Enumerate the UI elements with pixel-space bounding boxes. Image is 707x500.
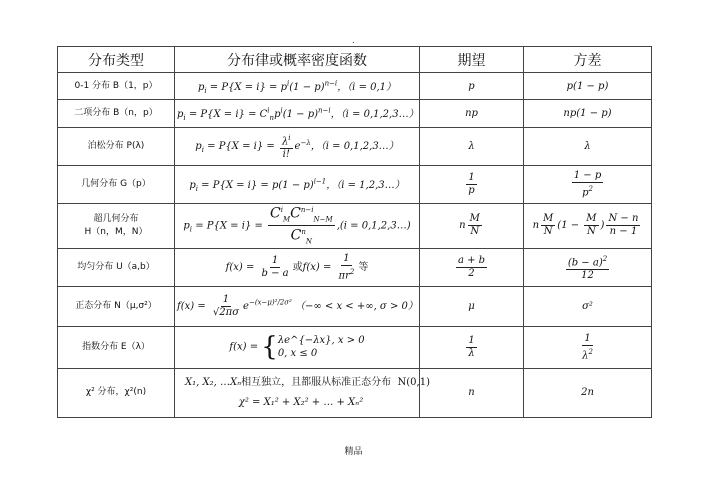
pmf-condition: ，（i = 1,2,3…） — [326, 180, 405, 191]
row-mean: p — [420, 73, 524, 100]
row-pmf: $p_i = P\{X = i\}$ = $\frac{\lambda^i}{i!}$ $e^{-\lambda}$，（i = 0,1,2,3…） — [175, 128, 420, 166]
row-pmf: $p_i = P\{X = i\} = C^i_np^i(1 - p)^{n-i}$，（i = 0,1,2,3…） — [175, 100, 420, 128]
row-variance: $\frac{(b - a)^2}{12}$ — [524, 248, 652, 286]
row-type: 指数分布 E（λ） — [58, 326, 175, 368]
row-variance: n $\frac{M}{N}$ (1 − $\frac{M}{N}$ ) $\frac{N - n}{n - 1}$ — [524, 204, 652, 249]
row-mean: n $\frac{M}{N}$ — [420, 204, 524, 249]
table-row — [58, 73, 652, 100]
row-mean: $\frac{1}{\lambda}$ — [420, 326, 524, 368]
chi-normal: N(0,1) — [397, 376, 430, 388]
row-variance: σ² — [524, 286, 652, 326]
pmf-condition: ，（i = 0,1,2,3…） — [310, 140, 399, 152]
table-header-row — [58, 47, 652, 73]
row-type: χ² 分布，χ²(n) — [58, 368, 175, 417]
row-type: 均匀分布 U（a,b） — [58, 248, 175, 286]
chi-text: 相互独立，且都服从标准正态分布 — [241, 376, 392, 388]
page-footer: 精品 — [344, 447, 363, 457]
row-pmf: $p_i = P\{X = i\} = p^i(1 - p)^{n-i}$，（i = 0,1） — [175, 73, 420, 100]
table-row — [58, 248, 652, 286]
pmf-condition: ，（i = 0,1,2,3…） — [330, 109, 419, 120]
header-type: 分布类型 — [58, 47, 175, 73]
table-row — [58, 166, 652, 204]
row-variance: np(1 − p) — [524, 100, 652, 128]
row-pmf: $p_i = P\{X = i\} = p(1 - p)^{i-1}$，（i = 1,2,3…） — [175, 166, 420, 204]
chi-vars: X₁, X₂, …Xₙ — [185, 376, 242, 388]
row-mean: $\frac{a + b}{2}$ — [420, 248, 524, 286]
row-pmf: f(x) = { λe^{−λx}, x > 0 0, x ≤ 0 — [175, 326, 420, 368]
distribution-table — [57, 46, 652, 418]
row-variance: 2n — [524, 368, 652, 417]
table-row — [58, 204, 652, 249]
table-row — [58, 286, 652, 326]
row-variance: $\frac{1}{\lambda^2}$ — [524, 326, 652, 368]
header-pmf: 分布律或概率密度函数 — [175, 47, 420, 73]
row-type: 正态分布 N（μ,σ²） — [58, 286, 175, 326]
pmf-condition: （−∞ < x < +∞, σ > 0） — [295, 300, 418, 312]
row-variance: λ — [524, 128, 652, 166]
top-dot-mark: . — [352, 36, 355, 45]
table-row — [58, 326, 652, 368]
row-pmf: f(x) = $\frac{1}{b - a}$ 或f(x) = $\frac{1}{\pi r^2}$ 等 — [175, 248, 420, 286]
row-type-line1: 超几何分布 — [93, 213, 139, 224]
pmf-etc: 等 — [358, 261, 369, 273]
row-type: 0-1 分布 B（1，p） — [58, 73, 175, 100]
row-type: 几何分布 G（p） — [58, 166, 175, 204]
row-pmf: f(x) = $\frac{1}{√2\pi\sigma}$ $e^{-(x-\mu)^2/2\sigma^2}$ （−∞ < x < +∞, σ > 0） — [175, 286, 420, 326]
pmf-condition: ，（i = 0,1） — [337, 81, 397, 93]
row-type: 二项分布 B（n，p） — [58, 100, 175, 128]
row-mean: np — [420, 100, 524, 128]
row-mean: λ — [420, 128, 524, 166]
row-type: 泊松分布 P(λ) — [58, 128, 175, 166]
pmf-condition: ,(i = 0,1,2,3…) — [336, 220, 411, 232]
table-row — [58, 128, 652, 166]
row-variance: $\frac{1 - p}{p^2}$ — [524, 166, 652, 204]
case-positive: λe^{−λx}, x > 0 — [277, 335, 365, 347]
row-mean: $\frac{1}{p}$ — [420, 166, 524, 204]
case-nonpositive: 0, x ≤ 0 — [277, 348, 318, 360]
chi-sum: χ² = X₁² + X₂² + … + Xₙ² — [238, 396, 364, 408]
row-mean: μ — [420, 286, 524, 326]
pmf-or: 或 — [292, 261, 303, 273]
row-type — [58, 204, 175, 249]
row-pmf: $p_i = P\{X = i\}$ = $\frac{C^i_MC^{n-i}_{N-M}}{C^n_N}$ ,(i = 0,1,2,3…) — [175, 204, 420, 249]
row-mean: n — [420, 368, 524, 417]
table-row — [58, 368, 652, 417]
table-row — [58, 100, 652, 128]
row-pmf — [175, 368, 430, 417]
row-type-line2: H（n，M，N） — [84, 226, 148, 237]
header-variance: 方差 — [524, 47, 652, 73]
header-mean: 期望 — [420, 47, 524, 73]
row-variance: p(1 − p) — [524, 73, 652, 100]
